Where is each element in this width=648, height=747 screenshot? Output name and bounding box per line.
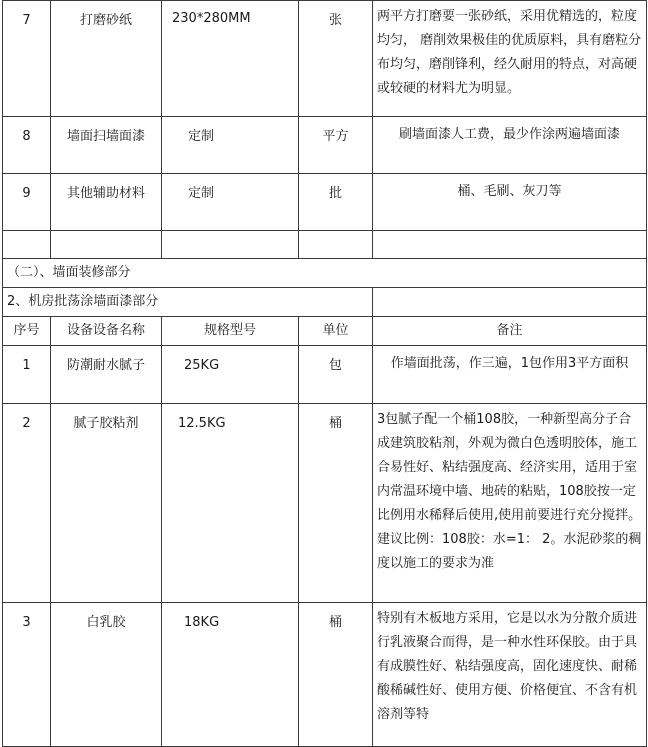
row-number: 2	[3, 404, 51, 603]
item-unit: 桶	[299, 404, 373, 603]
item-unit: 桶	[299, 603, 373, 747]
item-unit: 平方	[299, 117, 373, 174]
header-unit: 单位	[299, 317, 373, 346]
item-name: 白乳胶	[51, 603, 162, 747]
item-spec: 18KG	[162, 603, 299, 747]
row-number: 1	[3, 346, 51, 404]
item-name: 腻子胶粘剂	[51, 404, 162, 603]
table-row	[3, 603, 647, 747]
section-row	[3, 259, 647, 288]
materials-table	[2, 0, 647, 747]
item-note: 桶、毛刷、灰刀等	[373, 174, 647, 231]
section-title: （二）、墙面装修部分	[3, 259, 647, 288]
item-note: 3包腻子配一个桶108胶，一种新型高分子合成建筑胶粘剂，外观为微白色透明胶体，施工合易性好、粘结强度高、经济实用，适用于室内常温环境中墙、地砖的粘贴，108胶按一定比例用水稀释后使用,使用前要进行充分搅拌。建议比例：108胶：水=1： 2。水泥砂浆的稠度以施工的要求为准	[373, 404, 647, 603]
section-row	[3, 288, 647, 317]
item-name: 墙面扫墙面漆	[51, 117, 162, 174]
item-unit: 张	[299, 1, 373, 117]
header-no: 序号	[3, 317, 51, 346]
header-spec: 规格型号	[162, 317, 299, 346]
empty-cell	[299, 231, 373, 259]
header-name: 设备设备名称	[51, 317, 162, 346]
subsection-title: 2、机房批荡涂墙面漆部分	[3, 288, 373, 317]
item-unit: 批	[299, 174, 373, 231]
table-row	[3, 174, 647, 231]
empty-cell	[373, 231, 647, 259]
item-note: 作墙面批荡，作三遍，1包作用3平方面积	[373, 346, 647, 404]
empty-cell	[51, 231, 162, 259]
item-spec: 230*280MM	[162, 1, 299, 117]
item-unit: 包	[299, 346, 373, 404]
empty-cell	[3, 231, 51, 259]
item-spec: 12.5KG	[162, 404, 299, 603]
document-table-region	[2, 0, 646, 747]
table-row	[3, 346, 647, 404]
row-number: 8	[3, 117, 51, 174]
row-number: 3	[3, 603, 51, 747]
row-number: 9	[3, 174, 51, 231]
table-row	[3, 117, 647, 174]
row-number: 7	[3, 1, 51, 117]
table-row	[3, 404, 647, 603]
item-spec: 定制	[162, 117, 299, 174]
item-spec: 定制	[162, 174, 299, 231]
empty-cell	[162, 231, 299, 259]
table-row	[3, 1, 647, 117]
header-note: 备注	[373, 317, 647, 346]
item-note: 刷墙面漆人工费，最少作涂两遍墙面漆	[373, 117, 647, 174]
item-spec: 25KG	[162, 346, 299, 404]
item-note: 两平方打磨要一张砂纸，采用优精选的，粒度均匀， 磨削效果极佳的优质原料，具有磨粒分布均匀，磨削锋利，经久耐用的特点，对高硬或较硬的材料尤为明显。	[373, 1, 647, 117]
item-name: 防潮耐水腻子	[51, 346, 162, 404]
table-row-empty	[3, 231, 647, 259]
empty-cell	[373, 288, 647, 317]
item-name: 其他辅助材料	[51, 174, 162, 231]
item-name: 打磨砂纸	[51, 1, 162, 117]
item-note: 特别有木板地方采用，它是以水为分散介质进行乳液聚合而得，是一种水性环保胶。由于具有成膜性好、粘结强度高，固化速度快、耐稀酸稀碱性好、使用方便、价格便宜、不含有机溶剂等特	[373, 603, 647, 747]
table-header-row	[3, 317, 647, 346]
